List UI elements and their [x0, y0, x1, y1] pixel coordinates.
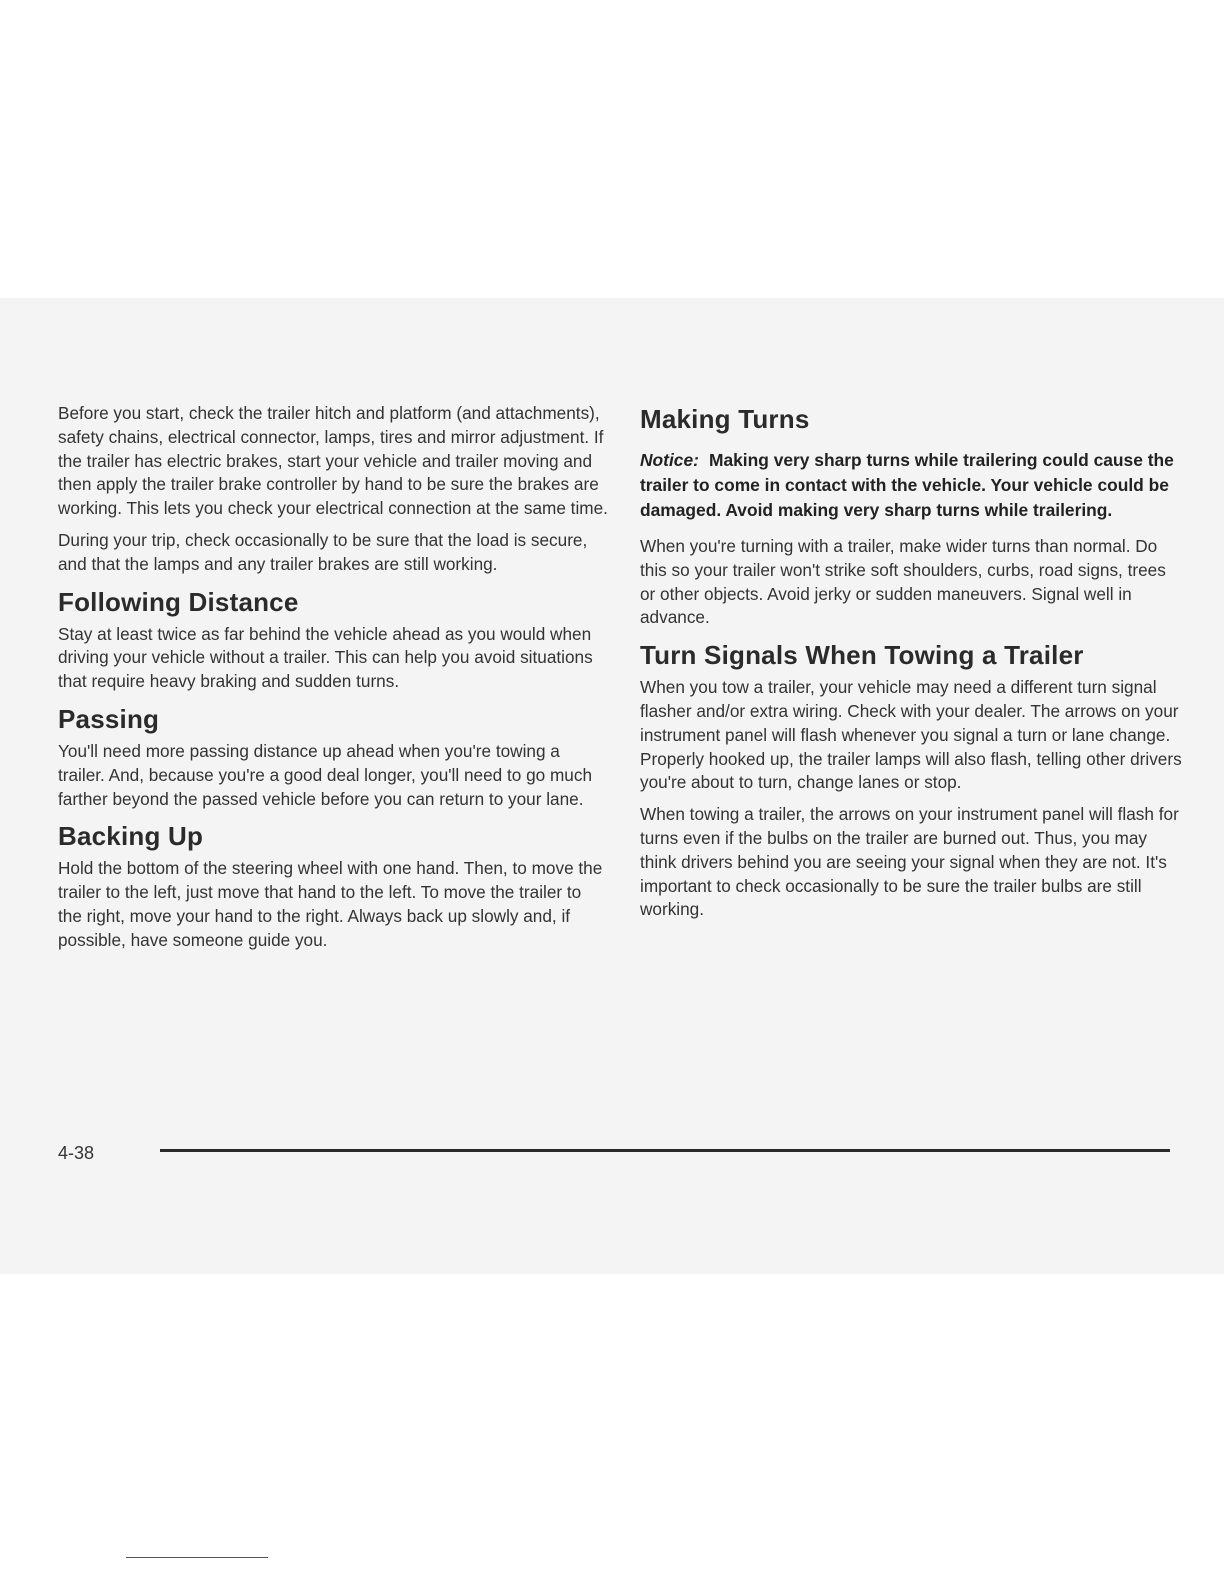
- page-number: 4-38: [58, 1143, 95, 1163]
- footer-divider: [160, 1149, 1170, 1152]
- passing-text: You'll need more passing distance up ahead when you're towing a trailer. And, because you're a good deal longer, you'll need to go much farther beyond the passed vehicle before you can return to your lane.: [58, 740, 593, 809]
- intro-paragraph-trip: During your trip, check occasionally to be sure that the load is secure, and that the lamps and any trailer brakes are still working.: [58, 529, 588, 574]
- following-distance-heading: Following Distance: [58, 586, 299, 617]
- making-turns-heading: Making Turns: [640, 404, 810, 434]
- bottom-link-underline[interactable]: [126, 1557, 268, 1558]
- turn-signals-paragraph-bulbs: When towing a trailer, the arrows on your instrument panel will flash for turns even if the bulbs on the trailer are burned out. Thus, you may think drivers behind you are seeing your signal when they are not. It's important to check occasionally to be sure the trailer bulbs are still working.: [640, 804, 1179, 920]
- backing-up-text: Hold the bottom of the steering wheel with one hand. Then, to move the trailer to the left, just move that hand to the left. To move the trailer to the right, move your hand to the right. Always back up slowly and, if possible, have someone guide you.: [58, 858, 603, 950]
- notice-text: Making very sharp turns while trailering could cause the trailer to come in contact with the vehicle. Your vehicle could be damaged. Avoid making very sharp turns while trailering.: [640, 450, 1174, 520]
- notice-block: [640, 448, 1185, 523]
- making-turns-text: When you're turning with a trailer, make wider turns than normal. Do this so your trailer won't strike soft shoulders, curbs, road signs, trees or other objects. Avoid jerky or sudden maneuvers. Signal well in advance.: [640, 536, 1166, 628]
- backing-up-heading: Backing Up: [58, 821, 204, 852]
- turn-signals-heading: Turn Signals When Towing a Trailer: [640, 640, 1084, 671]
- passing-heading: Passing: [58, 703, 160, 734]
- following-distance-text: Stay at least twice as far behind the vehicle ahead as you would when driving your vehicle without a trailer. This can help you avoid situations that require heavy braking and sudden turns.: [58, 623, 593, 692]
- notice-label: Notice:: [640, 450, 699, 470]
- turn-signals-paragraph-flasher: When you tow a trailer, your vehicle may need a different turn signal flasher and/or extra wiring. Check with your dealer. The arrows on your instrument panel will flash whenever you signal a turn or lane change. Properly hooked up, the trailer lamps will also flash, telling other drivers you're about to turn, change lanes or stop.: [640, 677, 1182, 793]
- left-column: [58, 402, 608, 961]
- right-column: [640, 402, 1185, 930]
- intro-paragraph-checks: Before you start, check the trailer hitch and platform (and attachments), safety chains, electrical connector, lamps, tires and mirror adjustment. If the trailer has electric brakes, start your vehicle and trailer moving and then apply the trailer brake controller by hand to be sure the brakes are working. This lets you check your electrical connection at the same time.: [58, 403, 608, 519]
